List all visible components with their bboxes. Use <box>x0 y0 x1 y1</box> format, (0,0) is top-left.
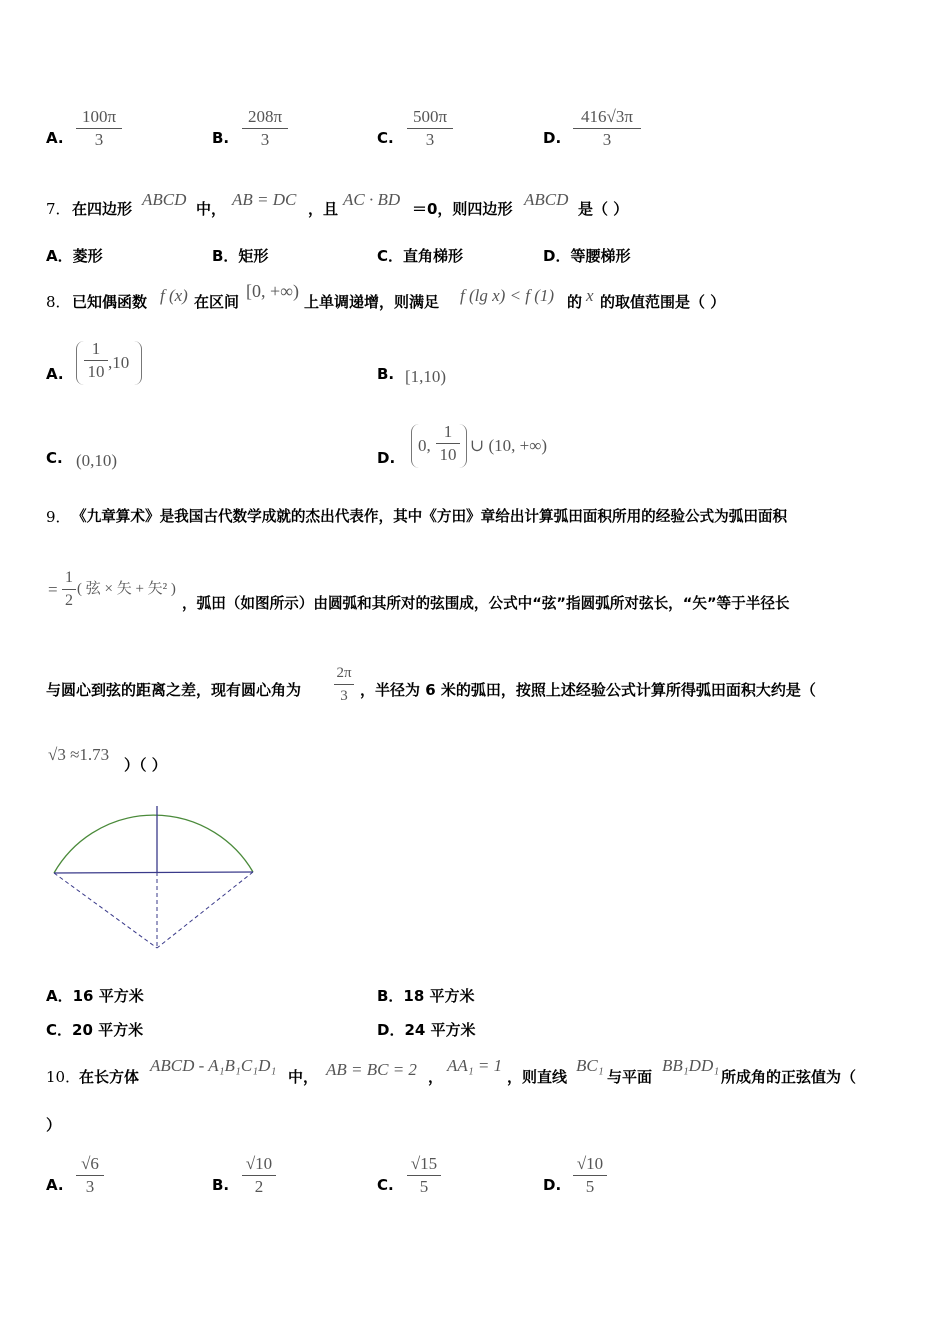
q10-math-ab-bc: AB = BC = 2 <box>326 1060 417 1079</box>
q10-math-plane: BB₁DD₁ <box>662 1056 720 1075</box>
q8-option-d-tail: ∪ (10, +∞) <box>470 436 548 455</box>
q10-math-cuboid: ABCD - A₁B₁C₁D₁ <box>150 1056 277 1075</box>
q7-option-d[interactable]: D．等腰梯形 <box>543 247 631 265</box>
q6-option-c-value[interactable]: 500π 3 <box>405 106 455 151</box>
q10-text-3: ， <box>428 1068 444 1086</box>
q9-arc <box>54 815 253 873</box>
q9-radius-right <box>157 872 253 948</box>
q7-math-ac-bd: AC · BD <box>343 190 401 209</box>
q8-math-inequality: f (lg x) < f (1) <box>460 286 555 305</box>
q8-number: 8． <box>46 293 71 311</box>
q8-option-d-label: D. <box>377 449 396 467</box>
q6-option-b-label: B. <box>212 129 230 147</box>
q7-option-c[interactable]: C．直角梯形 <box>377 247 464 265</box>
q9-line-3b: ，半径为 6 米的弧田，按照上述经验公式计算所得弧田面积大约是（ <box>360 681 816 699</box>
q8-text-2: 在区间 <box>194 293 240 311</box>
q9-angle-fraction: 2π 3 <box>332 662 356 707</box>
q9-chord <box>54 872 253 873</box>
q10-option-a-value[interactable]: √6 3 <box>74 1153 106 1198</box>
q8-math-x: x <box>586 286 594 305</box>
q7-option-a[interactable]: A．菱形 <box>46 247 103 265</box>
q10-option-d-value[interactable]: √10 5 <box>571 1153 609 1198</box>
q8-math-fx: f (x) <box>160 286 188 305</box>
q8-text-4: 的 <box>567 293 583 311</box>
q6-option-b-value[interactable]: 208π 3 <box>240 106 290 151</box>
q8-option-b-label: B. <box>377 365 395 383</box>
q8-option-c-label: C. <box>46 449 63 467</box>
q8-text-5: 的取值范围是（ ） <box>600 293 726 311</box>
q7-option-b[interactable]: B．矩形 <box>212 247 269 265</box>
q7-math-ab-dc: AB = DC <box>232 190 297 209</box>
q9-sqrt-note: √3 ≈1.73 <box>48 745 110 764</box>
q10-option-b-label: B. <box>212 1176 230 1194</box>
q9-arc-field-figure <box>40 795 270 960</box>
q9-formula-body: ( 弦 × 矢 + 矢² ) <box>77 581 176 597</box>
q10-math-aa1: AA₁ = 1 <box>447 1056 503 1075</box>
q9-radius-left <box>54 873 157 948</box>
q8-option-b-value[interactable]: [1,10) <box>405 367 447 386</box>
q9-line-2: ，弧田（如图所示）由圆弧和其所对的弦围成，公式中“弦”指圆弧所对弦长，“矢”等于半径长 <box>182 595 790 612</box>
q6-option-a-label: A. <box>46 129 64 147</box>
q8-text-1: 已知偶函数 <box>72 293 148 311</box>
q9-option-a[interactable]: A．16 平方米 <box>46 987 144 1005</box>
q7-text-3: ，且 <box>308 200 339 218</box>
q7-math-abcd: ABCD <box>142 190 187 209</box>
q9-line-3a: 与圆心到弦的距离之差，现有圆心角为 <box>46 681 302 699</box>
q8-option-a-label: A. <box>46 365 64 383</box>
q10-line-2: ） <box>46 1116 62 1134</box>
q6-option-d-value[interactable]: 416√3π 3 <box>571 106 643 151</box>
q10-option-a-label: A. <box>46 1176 64 1194</box>
q10-option-d-label: D. <box>543 1176 562 1194</box>
q6-option-c-label: C. <box>377 129 394 147</box>
q10-math-bc1: BC₁ <box>576 1056 604 1075</box>
q8-math-interval: [0, +∞) <box>246 281 299 301</box>
q10-option-c-value[interactable]: √15 5 <box>405 1153 443 1198</box>
q10-text-1: 在长方体 <box>79 1068 140 1086</box>
q10-number: 10． <box>46 1068 81 1086</box>
q9-number: 9． <box>46 508 71 526</box>
q9-option-d[interactable]: D．24 平方米 <box>377 1021 476 1039</box>
q9-option-c[interactable]: C．20 平方米 <box>46 1021 144 1039</box>
q10-text-4: ，则直线 <box>507 1068 568 1086</box>
q7-text-2: 中， <box>196 200 227 218</box>
q8-option-d-head: 0, <box>418 436 431 455</box>
q7-number: 7． <box>46 200 71 218</box>
q10-option-c-label: C. <box>377 1176 394 1194</box>
q7-text-5: 是（ ） <box>578 200 629 218</box>
q9-line-4: ）（ ） <box>124 756 167 774</box>
q8-text-3: 上单调递增，则满足 <box>304 293 440 311</box>
q10-text-2: 中， <box>288 1068 319 1086</box>
q9-formula-fraction: 1 2 <box>60 567 78 612</box>
q10-text-6: 所成角的正弦值为（ <box>721 1068 857 1086</box>
q10-option-b-value[interactable]: √10 2 <box>240 1153 278 1198</box>
q7-text-1: 在四边形 <box>72 200 133 218</box>
q9-line-1: 《九章算术》是我国古代数学成就的杰出代表作，其中《方田》章给出计算弧田面积所用的经验公式为弧田面积 <box>72 508 788 525</box>
q9-option-b[interactable]: B．18 平方米 <box>377 987 475 1005</box>
q7-math-abcd-2: ABCD <box>524 190 569 209</box>
q9-formula-eq: = <box>48 580 58 599</box>
q8-option-c-value[interactable]: (0,10) <box>76 451 118 470</box>
q6-option-d-label: D. <box>543 129 562 147</box>
q6-option-a-value[interactable]: 100π 3 <box>74 106 124 151</box>
q10-text-5: 与平面 <box>607 1068 653 1086</box>
q7-text-4: ＝0，则四边形 <box>412 200 513 218</box>
q8-option-a-tail: ,10 <box>108 353 130 372</box>
